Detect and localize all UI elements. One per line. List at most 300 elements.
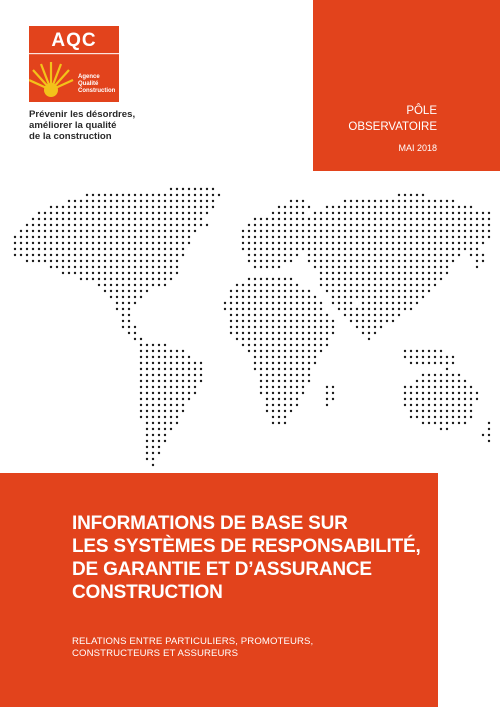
map-dot xyxy=(152,218,154,220)
map-dot xyxy=(92,248,94,250)
map-dot xyxy=(122,272,124,274)
map-dot xyxy=(284,308,286,310)
map-dot xyxy=(422,242,424,244)
map-dot xyxy=(326,212,328,214)
map-dot xyxy=(404,296,406,298)
map-dot xyxy=(470,416,472,418)
map-dot xyxy=(272,410,274,412)
map-dot xyxy=(44,218,46,220)
map-dot xyxy=(386,206,388,208)
map-dot xyxy=(98,230,100,232)
map-dot xyxy=(80,248,82,250)
map-dot xyxy=(362,290,364,292)
map-dot xyxy=(374,308,376,310)
map-dot xyxy=(350,272,352,274)
map-dot xyxy=(254,236,256,238)
map-dot xyxy=(302,392,304,394)
map-dot xyxy=(242,236,244,238)
map-dot xyxy=(194,368,196,370)
map-dot xyxy=(290,320,292,322)
map-dot xyxy=(152,266,154,268)
map-dot xyxy=(488,218,490,220)
map-dot xyxy=(362,260,364,262)
map-dot xyxy=(326,314,328,316)
map-dot xyxy=(92,224,94,226)
map-dot xyxy=(386,212,388,214)
map-dot xyxy=(278,284,280,286)
map-dot xyxy=(434,422,436,424)
map-dot xyxy=(446,428,448,430)
map-dot xyxy=(362,296,364,298)
map-dot xyxy=(476,218,478,220)
map-dot xyxy=(14,242,16,244)
map-dot xyxy=(338,290,340,292)
map-dot xyxy=(380,248,382,250)
map-dot xyxy=(140,230,142,232)
map-dot xyxy=(122,236,124,238)
map-dot xyxy=(290,368,292,370)
map-dot xyxy=(152,368,154,370)
map-dot xyxy=(152,452,154,454)
map-dot xyxy=(374,314,376,316)
map-dot xyxy=(290,374,292,376)
map-dot xyxy=(296,338,298,340)
map-dot xyxy=(410,356,412,358)
map-dot xyxy=(296,356,298,358)
map-dot xyxy=(440,260,442,262)
map-dot xyxy=(254,338,256,340)
map-dot xyxy=(272,314,274,316)
map-dot xyxy=(266,230,268,232)
map-dot xyxy=(188,200,190,202)
map-dot xyxy=(164,272,166,274)
map-dot xyxy=(164,236,166,238)
map-dot xyxy=(416,194,418,196)
map-dot xyxy=(38,218,40,220)
map-dot xyxy=(104,248,106,250)
map-dot xyxy=(428,350,430,352)
map-dot xyxy=(128,320,130,322)
map-dot xyxy=(278,242,280,244)
map-dot xyxy=(32,260,34,262)
map-dot xyxy=(314,254,316,256)
map-dot xyxy=(452,260,454,262)
map-dot xyxy=(98,284,100,286)
map-dot xyxy=(176,224,178,226)
map-dot xyxy=(314,362,316,364)
map-dot xyxy=(320,212,322,214)
map-dot xyxy=(344,242,346,244)
map-dot xyxy=(380,326,382,328)
map-dot xyxy=(254,314,256,316)
map-dot xyxy=(170,380,172,382)
map-dot xyxy=(278,368,280,370)
map-dot xyxy=(362,206,364,208)
map-dot xyxy=(176,272,178,274)
map-dot xyxy=(164,404,166,406)
map-dot xyxy=(278,356,280,358)
map-dot xyxy=(290,296,292,298)
map-dot xyxy=(350,212,352,214)
map-dot xyxy=(122,284,124,286)
map-dot xyxy=(296,302,298,304)
map-dot xyxy=(44,230,46,232)
map-dot xyxy=(164,380,166,382)
map-dot xyxy=(122,302,124,304)
map-dot xyxy=(56,248,58,250)
map-dot xyxy=(326,404,328,406)
map-dot xyxy=(128,284,130,286)
map-dot xyxy=(278,422,280,424)
map-dot xyxy=(458,392,460,394)
map-dot xyxy=(308,338,310,340)
map-dot xyxy=(332,320,334,322)
title-line: INFORMATIONS DE BASE SUR xyxy=(72,513,348,534)
map-dot xyxy=(374,206,376,208)
map-dot xyxy=(416,416,418,418)
map-dot xyxy=(236,308,238,310)
map-dot xyxy=(266,284,268,286)
map-dot xyxy=(338,272,340,274)
map-dot xyxy=(446,380,448,382)
map-dot xyxy=(386,314,388,316)
map-dot xyxy=(32,254,34,256)
map-dot xyxy=(188,224,190,226)
map-dot xyxy=(248,290,250,292)
map-dot xyxy=(164,284,166,286)
map-dot xyxy=(158,404,160,406)
map-dot xyxy=(356,248,358,250)
map-dot xyxy=(68,224,70,226)
map-dot xyxy=(416,392,418,394)
map-dot xyxy=(284,386,286,388)
map-dot xyxy=(464,416,466,418)
map-dot xyxy=(398,308,400,310)
map-dot xyxy=(344,266,346,268)
map-dot xyxy=(278,296,280,298)
map-dot xyxy=(380,260,382,262)
map-dot xyxy=(326,206,328,208)
map-dot xyxy=(140,290,142,292)
map-dot xyxy=(404,266,406,268)
map-dot xyxy=(260,302,262,304)
map-dot xyxy=(104,266,106,268)
map-dot xyxy=(128,200,130,202)
dotted-world-map-icon xyxy=(0,180,500,480)
map-dot xyxy=(290,332,292,334)
map-dot xyxy=(386,272,388,274)
map-dot xyxy=(50,254,52,256)
map-dot xyxy=(452,200,454,202)
map-dot xyxy=(242,326,244,328)
map-dot xyxy=(452,392,454,394)
map-dot xyxy=(170,416,172,418)
map-dot xyxy=(296,344,298,346)
map-dot xyxy=(392,254,394,256)
map-dot xyxy=(410,236,412,238)
map-dot xyxy=(266,224,268,226)
map-dot xyxy=(224,308,226,310)
map-dot xyxy=(38,248,40,250)
map-dot xyxy=(338,308,340,310)
map-dot xyxy=(446,212,448,214)
map-dot xyxy=(122,248,124,250)
map-dot xyxy=(266,260,268,262)
map-dot xyxy=(416,410,418,412)
map-dot xyxy=(422,416,424,418)
map-dot xyxy=(74,200,76,202)
map-dot xyxy=(320,326,322,328)
map-dot xyxy=(398,278,400,280)
map-dot xyxy=(410,392,412,394)
map-dot xyxy=(374,266,376,268)
map-dot xyxy=(272,422,274,424)
map-dot xyxy=(332,398,334,400)
map-dot xyxy=(386,290,388,292)
map-dot xyxy=(272,362,274,364)
map-dot xyxy=(254,284,256,286)
map-dot xyxy=(464,392,466,394)
map-dot xyxy=(320,350,322,352)
map-dot xyxy=(152,260,154,262)
map-dot xyxy=(170,212,172,214)
map-dot xyxy=(212,200,214,202)
map-dot xyxy=(458,248,460,250)
map-dot xyxy=(158,374,160,376)
map-dot xyxy=(446,200,448,202)
map-dot xyxy=(416,284,418,286)
map-dot xyxy=(332,302,334,304)
map-dot xyxy=(122,278,124,280)
map-dot xyxy=(434,230,436,232)
map-dot xyxy=(176,230,178,232)
map-dot xyxy=(404,290,406,292)
map-dot xyxy=(110,284,112,286)
map-dot xyxy=(170,266,172,268)
map-dot xyxy=(278,290,280,292)
map-dot xyxy=(164,440,166,442)
map-dot xyxy=(380,302,382,304)
map-dot xyxy=(434,392,436,394)
map-dot xyxy=(410,416,412,418)
map-dot xyxy=(164,422,166,424)
map-dot xyxy=(194,392,196,394)
map-dot xyxy=(260,350,262,352)
map-dot xyxy=(266,380,268,382)
map-dot xyxy=(344,260,346,262)
map-dot xyxy=(38,254,40,256)
map-dot xyxy=(272,284,274,286)
map-dot xyxy=(362,212,364,214)
map-dot xyxy=(272,332,274,334)
map-dot xyxy=(272,368,274,370)
map-dot xyxy=(356,308,358,310)
map-dot xyxy=(458,380,460,382)
map-dot xyxy=(338,224,340,226)
map-dot xyxy=(434,278,436,280)
map-dot xyxy=(470,206,472,208)
map-dot xyxy=(446,404,448,406)
map-dot xyxy=(386,266,388,268)
map-dot xyxy=(164,254,166,256)
map-dot xyxy=(146,380,148,382)
map-dot xyxy=(248,248,250,250)
map-dot xyxy=(416,230,418,232)
map-dot xyxy=(362,236,364,238)
map-dot xyxy=(350,308,352,310)
map-dot xyxy=(458,416,460,418)
map-dot xyxy=(68,260,70,262)
map-dot xyxy=(326,248,328,250)
map-dot xyxy=(296,392,298,394)
map-dot xyxy=(260,278,262,280)
map-dot xyxy=(152,212,154,214)
map-dot xyxy=(440,404,442,406)
map-dot xyxy=(488,236,490,238)
map-dot xyxy=(248,230,250,232)
map-dot xyxy=(104,272,106,274)
map-dot xyxy=(98,278,100,280)
map-dot xyxy=(98,218,100,220)
map-dot xyxy=(302,200,304,202)
map-dot xyxy=(74,236,76,238)
map-dot xyxy=(350,266,352,268)
map-dot xyxy=(404,278,406,280)
map-dot xyxy=(104,278,106,280)
logo-wordmark: AQC xyxy=(51,30,97,51)
map-dot xyxy=(410,404,412,406)
map-dot xyxy=(320,266,322,268)
map-dot xyxy=(74,230,76,232)
map-dot xyxy=(470,398,472,400)
map-dot xyxy=(242,248,244,250)
map-dot xyxy=(410,212,412,214)
map-dot xyxy=(14,254,16,256)
map-dot xyxy=(242,296,244,298)
map-dot xyxy=(122,296,124,298)
map-dot xyxy=(74,248,76,250)
map-dot xyxy=(152,200,154,202)
map-dot xyxy=(308,296,310,298)
map-dot xyxy=(176,350,178,352)
map-dot xyxy=(428,380,430,382)
map-dot xyxy=(338,254,340,256)
map-dot xyxy=(356,326,358,328)
map-dot xyxy=(302,290,304,292)
map-dot xyxy=(368,224,370,226)
map-dot xyxy=(104,290,106,292)
map-dot xyxy=(74,212,76,214)
map-dot xyxy=(380,266,382,268)
map-dot xyxy=(386,242,388,244)
map-dot xyxy=(422,212,424,214)
map-dot xyxy=(68,206,70,208)
map-dot xyxy=(296,236,298,238)
map-dot xyxy=(332,296,334,298)
map-dot xyxy=(128,296,130,298)
map-dot xyxy=(182,368,184,370)
map-dot xyxy=(266,356,268,358)
map-dot xyxy=(278,338,280,340)
map-dot xyxy=(14,248,16,250)
map-dot xyxy=(164,242,166,244)
map-dot xyxy=(182,242,184,244)
map-dot xyxy=(428,422,430,424)
map-dot xyxy=(362,302,364,304)
map-dot xyxy=(254,320,256,322)
map-dot xyxy=(332,230,334,232)
map-dot xyxy=(134,200,136,202)
map-dot xyxy=(482,260,484,262)
map-dot xyxy=(278,350,280,352)
map-dot xyxy=(374,290,376,292)
map-dot xyxy=(374,218,376,220)
map-dot xyxy=(56,242,58,244)
map-dot xyxy=(146,404,148,406)
map-dot xyxy=(434,398,436,400)
map-dot xyxy=(272,392,274,394)
map-dot xyxy=(308,356,310,358)
map-dot xyxy=(62,242,64,244)
map-dot xyxy=(482,212,484,214)
map-dot xyxy=(458,206,460,208)
map-dot xyxy=(50,266,52,268)
map-dot xyxy=(386,320,388,322)
map-dot xyxy=(464,230,466,232)
map-dot xyxy=(416,242,418,244)
map-dot xyxy=(254,302,256,304)
map-dot xyxy=(116,296,118,298)
map-dot xyxy=(302,356,304,358)
map-dot xyxy=(452,212,454,214)
map-dot xyxy=(368,230,370,232)
map-dot xyxy=(260,230,262,232)
map-dot xyxy=(362,314,364,316)
map-dot xyxy=(302,296,304,298)
map-dot xyxy=(62,230,64,232)
map-dot xyxy=(80,236,82,238)
map-dot xyxy=(248,224,250,226)
map-dot xyxy=(74,224,76,226)
logo-subtext-line: Agence xyxy=(78,74,100,80)
map-dot xyxy=(428,272,430,274)
map-dot xyxy=(314,314,316,316)
map-dot xyxy=(116,284,118,286)
map-dot xyxy=(470,248,472,250)
map-dot xyxy=(188,230,190,232)
map-dot xyxy=(158,194,160,196)
map-dot xyxy=(206,194,208,196)
map-dot xyxy=(398,224,400,226)
map-dot xyxy=(320,260,322,262)
map-dot xyxy=(146,350,148,352)
map-dot xyxy=(476,236,478,238)
map-dot xyxy=(398,254,400,256)
map-dot xyxy=(170,272,172,274)
map-dot xyxy=(320,230,322,232)
map-dot xyxy=(254,362,256,364)
map-dot xyxy=(404,254,406,256)
map-dot xyxy=(470,230,472,232)
map-dot xyxy=(104,206,106,208)
map-dot xyxy=(476,230,478,232)
map-dot xyxy=(152,350,154,352)
map-dot xyxy=(278,416,280,418)
map-dot xyxy=(326,386,328,388)
map-dot xyxy=(410,296,412,298)
map-dot xyxy=(398,200,400,202)
map-dot xyxy=(248,332,250,334)
